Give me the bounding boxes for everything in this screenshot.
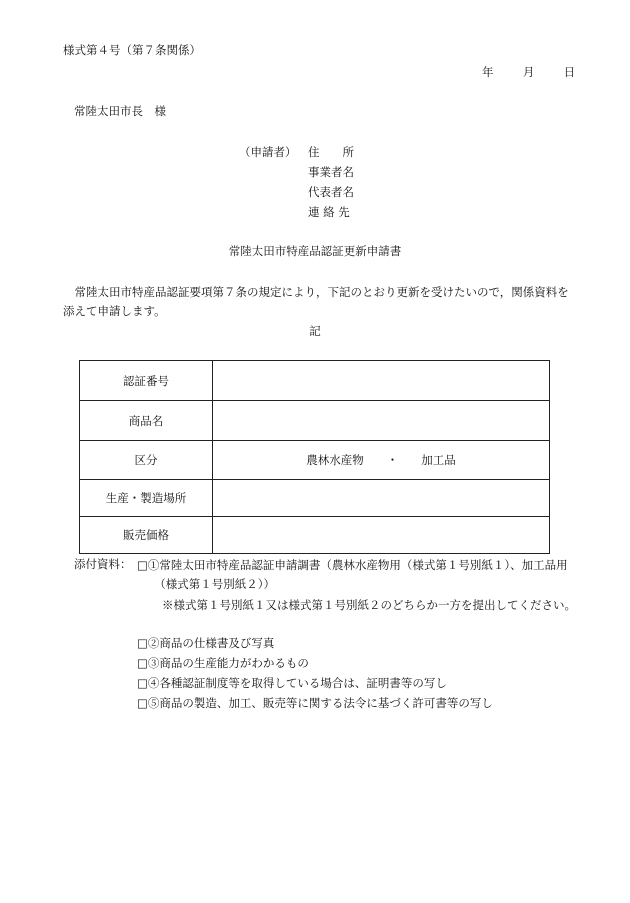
- date-year: 年: [482, 65, 494, 79]
- row-value-sales-price[interactable]: [213, 517, 550, 554]
- table-row: [80, 401, 550, 441]
- attachment-item-3: □③商品の生産能力がわかるもの: [137, 656, 309, 670]
- row-label-cert-number: 認証番号: [80, 361, 213, 401]
- table-row: [80, 441, 550, 480]
- applicant-address: 住 所: [308, 145, 354, 159]
- applicant-business-name: 事業者名: [308, 165, 354, 179]
- row-label-sales-price: 販売価格: [80, 517, 213, 554]
- attachment-item-1: □①常陸太田市特産品認証申請調書（農林水産物用（様式第１号別紙１）、加工品用（様式第１号別紙２））: [137, 558, 568, 591]
- table-row: [80, 480, 550, 517]
- row-label-product-name: 商品名: [80, 401, 213, 441]
- row-value-category[interactable]: 農林水産物 ・ 加工品: [213, 441, 550, 480]
- date-day: 日: [563, 65, 576, 79]
- row-value-cert-number[interactable]: [213, 361, 550, 401]
- ki-label: 記: [309, 324, 321, 338]
- document-title: 常陸太田市特産品認証更新申請書: [228, 244, 402, 258]
- attachments-label: 添付資料：: [74, 557, 132, 571]
- applicant-contact: 連 絡 先: [308, 205, 350, 219]
- row-label-category: 区分: [80, 441, 213, 480]
- body-text: 常陸太田市特産品認証要項第７条の規定により，下記のとおり更新を受けたいので，関係資料を添えて申請します。: [63, 285, 569, 318]
- info-table: [79, 360, 550, 554]
- attachment-note: ※様式第１号別紙１又は様式第１号別紙２のどちらか一方を提出してください。: [162, 598, 576, 612]
- addressee: 常陸太田市長 様: [74, 104, 166, 118]
- date-month: 月: [522, 65, 535, 79]
- attachment-item-5: □⑤商品の製造、加工、販売等に関する法令に基づく許可書等の写し: [137, 696, 493, 710]
- form-number: 様式第４号（第７条関係）: [63, 43, 201, 57]
- row-label-production-place: 生産・製造場所: [80, 480, 213, 517]
- table-row: [80, 361, 550, 401]
- row-value-production-place[interactable]: [213, 480, 550, 517]
- row-value-product-name[interactable]: [213, 401, 550, 441]
- date-line: [482, 64, 575, 80]
- applicant-label: （申請者）: [239, 145, 297, 159]
- applicant-representative: 代表者名: [308, 185, 354, 199]
- attachment-item-2: □②商品の仕様書及び写真: [137, 636, 275, 650]
- table-row: [80, 517, 550, 554]
- attachment-item-4: □④各種認証制度等を取得している場合は、証明書等の写し: [137, 676, 447, 690]
